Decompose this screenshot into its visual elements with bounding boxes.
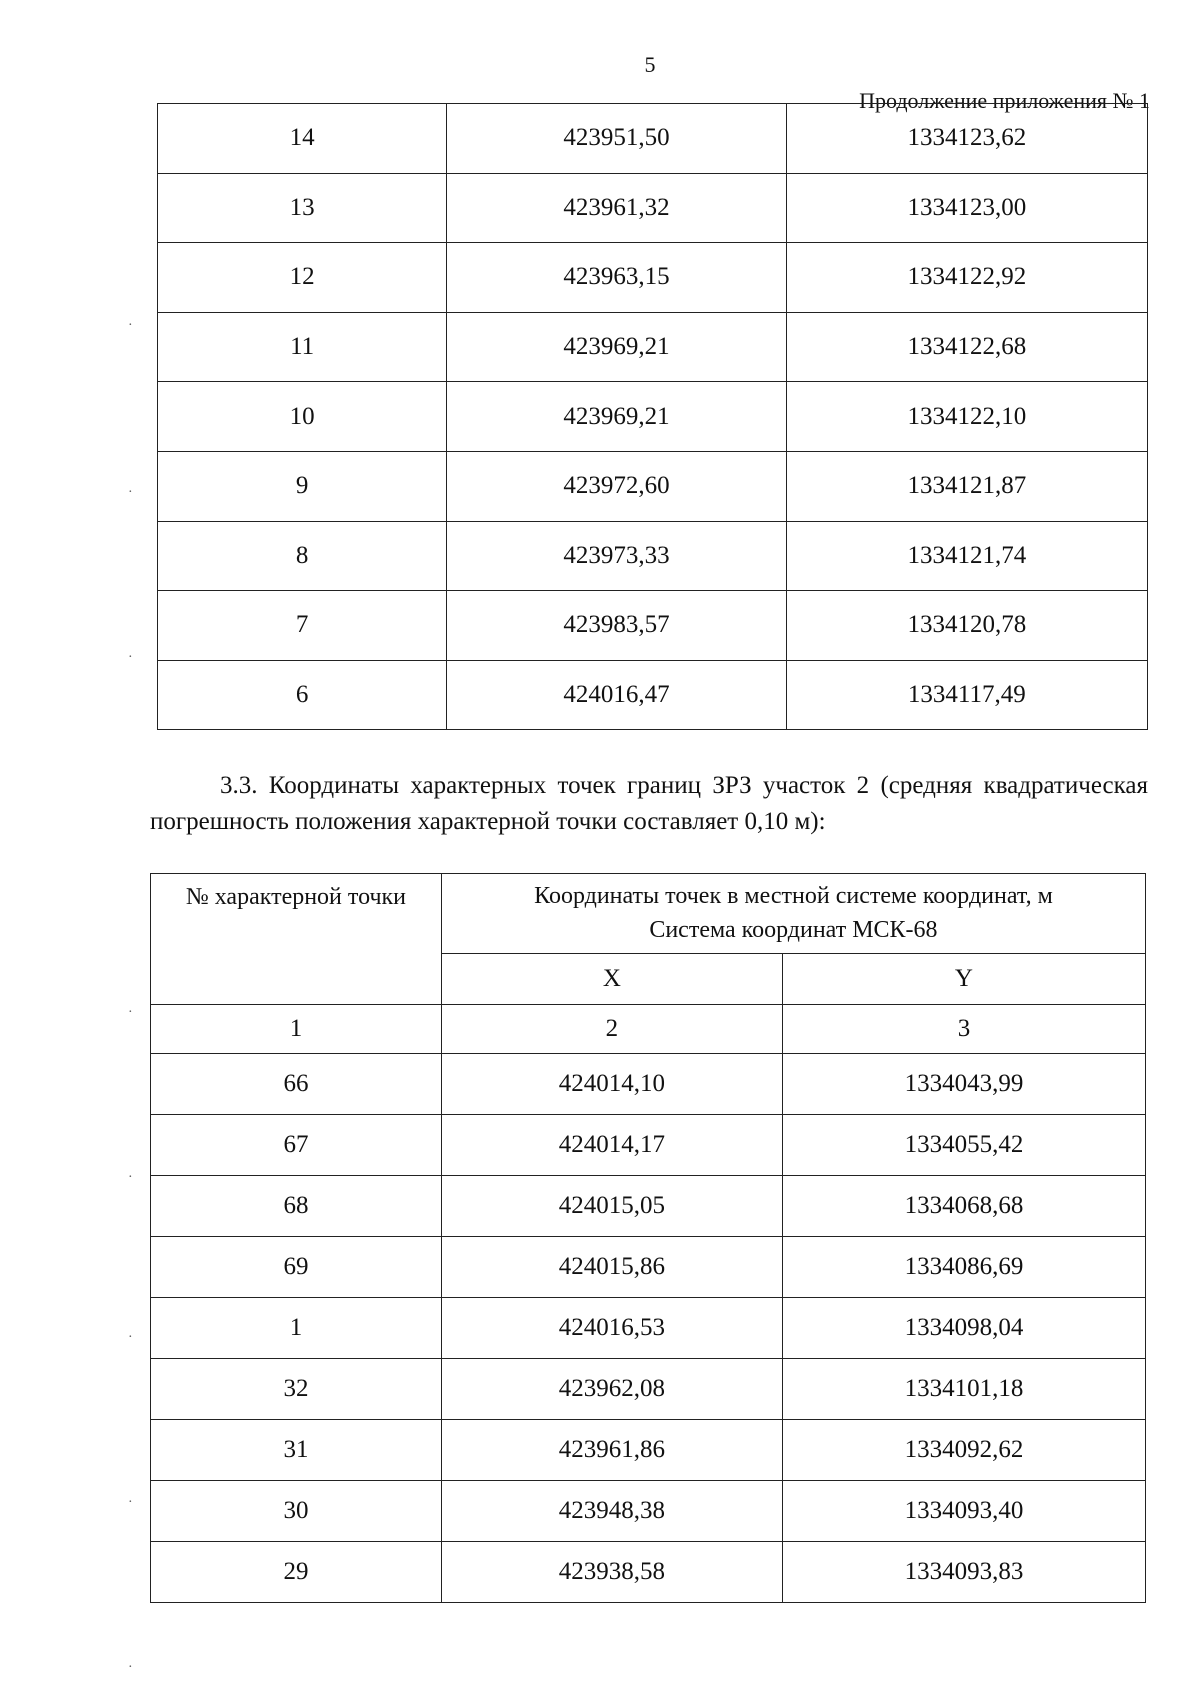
y-coordinate-cell: 1334092,62 bbox=[782, 1420, 1145, 1481]
table-row bbox=[151, 1176, 1146, 1237]
y-coordinate-cell: 1334117,49 bbox=[786, 660, 1147, 730]
point-number-cell: 8 bbox=[158, 521, 447, 591]
section-paragraph: 3.3. Координаты характерных точек границ ЗРЗ участок 2 (средняя квадратическая погрешность положения характерной точки составляет 0,10 м): bbox=[150, 772, 1148, 835]
continuation-label: Продолжение приложения № 1 bbox=[859, 88, 1150, 113]
x-coordinate-cell: 423951,50 bbox=[447, 104, 786, 174]
x-coordinate-cell: 424014,10 bbox=[441, 1054, 782, 1115]
x-coordinate-cell: 423983,57 bbox=[447, 591, 786, 661]
table-row bbox=[151, 1481, 1146, 1542]
point-number-cell: 14 bbox=[158, 104, 447, 174]
y-coordinate-cell: 1334123,62 bbox=[786, 104, 1147, 174]
page-number: 5 bbox=[644, 52, 656, 77]
point-number-cell: 69 bbox=[151, 1237, 442, 1298]
point-number-cell: 68 bbox=[151, 1176, 442, 1237]
y-coordinate-cell: 1334098,04 bbox=[782, 1298, 1145, 1359]
x-coordinate-cell: 423948,38 bbox=[441, 1481, 782, 1542]
header-point-number: № характерной точки bbox=[151, 874, 442, 1005]
scan-mark: · bbox=[128, 1660, 133, 1675]
coordinates-table-continued bbox=[157, 103, 1148, 730]
point-number-cell: 11 bbox=[158, 312, 447, 382]
header-coordinates-line2: Система координат МСК-68 bbox=[649, 917, 938, 944]
table-row bbox=[158, 243, 1148, 313]
point-number-cell: 12 bbox=[158, 243, 447, 313]
header-coordinates-line1: Координаты точек в местной системе координат, м bbox=[534, 883, 1053, 910]
table-row bbox=[151, 1420, 1146, 1481]
column-index: 3 bbox=[782, 1005, 1145, 1054]
y-coordinate-cell: 1334068,68 bbox=[782, 1176, 1145, 1237]
x-coordinate-cell: 424015,86 bbox=[441, 1237, 782, 1298]
x-coordinate-cell: 423961,32 bbox=[447, 173, 786, 243]
point-number-cell: 6 bbox=[158, 660, 447, 730]
table-row bbox=[158, 451, 1148, 521]
table-row bbox=[158, 173, 1148, 243]
point-number-cell: 10 bbox=[158, 382, 447, 452]
scan-mark: · bbox=[128, 1170, 133, 1185]
x-coordinate-cell: 423969,21 bbox=[447, 312, 786, 382]
y-coordinate-cell: 1334120,78 bbox=[786, 591, 1147, 661]
scan-mark: · bbox=[128, 1495, 133, 1510]
x-coordinate-cell: 424016,53 bbox=[441, 1298, 782, 1359]
y-coordinate-cell: 1334055,42 bbox=[782, 1115, 1145, 1176]
point-number-cell: 7 bbox=[158, 591, 447, 661]
scan-mark: · bbox=[128, 1005, 133, 1020]
table-row bbox=[151, 1115, 1146, 1176]
table-row bbox=[151, 1542, 1146, 1603]
x-coordinate-cell: 423963,15 bbox=[447, 243, 786, 313]
x-coordinate-cell: 423961,86 bbox=[441, 1420, 782, 1481]
table-row bbox=[151, 1054, 1146, 1115]
x-coordinate-cell: 423972,60 bbox=[447, 451, 786, 521]
x-coordinate-cell: 423938,58 bbox=[441, 1542, 782, 1603]
x-coordinate-cell: 424015,05 bbox=[441, 1176, 782, 1237]
point-number-cell: 67 bbox=[151, 1115, 442, 1176]
table-row bbox=[151, 1298, 1146, 1359]
point-number-cell: 1 bbox=[151, 1298, 442, 1359]
y-coordinate-cell: 1334043,99 bbox=[782, 1054, 1145, 1115]
x-coordinate-cell: 424014,17 bbox=[441, 1115, 782, 1176]
scan-mark: · bbox=[128, 1330, 133, 1345]
x-coordinate-cell: 423973,33 bbox=[447, 521, 786, 591]
y-coordinate-cell: 1334093,83 bbox=[782, 1542, 1145, 1603]
table-row bbox=[151, 1359, 1146, 1420]
scan-mark: · bbox=[128, 650, 133, 665]
column-index: 2 bbox=[441, 1005, 782, 1054]
y-coordinate-cell: 1334122,68 bbox=[786, 312, 1147, 382]
table-row bbox=[158, 521, 1148, 591]
y-coordinate-cell: 1334122,92 bbox=[786, 243, 1147, 313]
column-index: 1 bbox=[151, 1005, 442, 1054]
point-number-cell: 66 bbox=[151, 1054, 442, 1115]
table-row bbox=[158, 660, 1148, 730]
table-row bbox=[158, 591, 1148, 661]
table-row bbox=[158, 312, 1148, 382]
point-number-cell: 13 bbox=[158, 173, 447, 243]
scan-mark: · bbox=[128, 485, 133, 500]
header-y: Y bbox=[782, 953, 1145, 1004]
y-coordinate-cell: 1334086,69 bbox=[782, 1237, 1145, 1298]
point-number-cell: 32 bbox=[151, 1359, 442, 1420]
y-coordinate-cell: 1334101,18 bbox=[782, 1359, 1145, 1420]
x-coordinate-cell: 423962,08 bbox=[441, 1359, 782, 1420]
table-row bbox=[151, 1237, 1146, 1298]
coordinates-table-zrz-2 bbox=[150, 873, 1146, 1603]
table-row bbox=[158, 382, 1148, 452]
point-number-cell: 29 bbox=[151, 1542, 442, 1603]
y-coordinate-cell: 1334121,74 bbox=[786, 521, 1147, 591]
y-coordinate-cell: 1334093,40 bbox=[782, 1481, 1145, 1542]
x-coordinate-cell: 424016,47 bbox=[447, 660, 786, 730]
point-number-cell: 9 bbox=[158, 451, 447, 521]
point-number-cell: 30 bbox=[151, 1481, 442, 1542]
y-coordinate-cell: 1334122,10 bbox=[786, 382, 1147, 452]
table-row bbox=[158, 104, 1148, 174]
header-x: X bbox=[441, 953, 782, 1004]
x-coordinate-cell: 423969,21 bbox=[447, 382, 786, 452]
header-coordinates bbox=[441, 874, 1145, 954]
y-coordinate-cell: 1334121,87 bbox=[786, 451, 1147, 521]
y-coordinate-cell: 1334123,00 bbox=[786, 173, 1147, 243]
scan-mark: · bbox=[128, 318, 133, 333]
point-number-cell: 31 bbox=[151, 1420, 442, 1481]
